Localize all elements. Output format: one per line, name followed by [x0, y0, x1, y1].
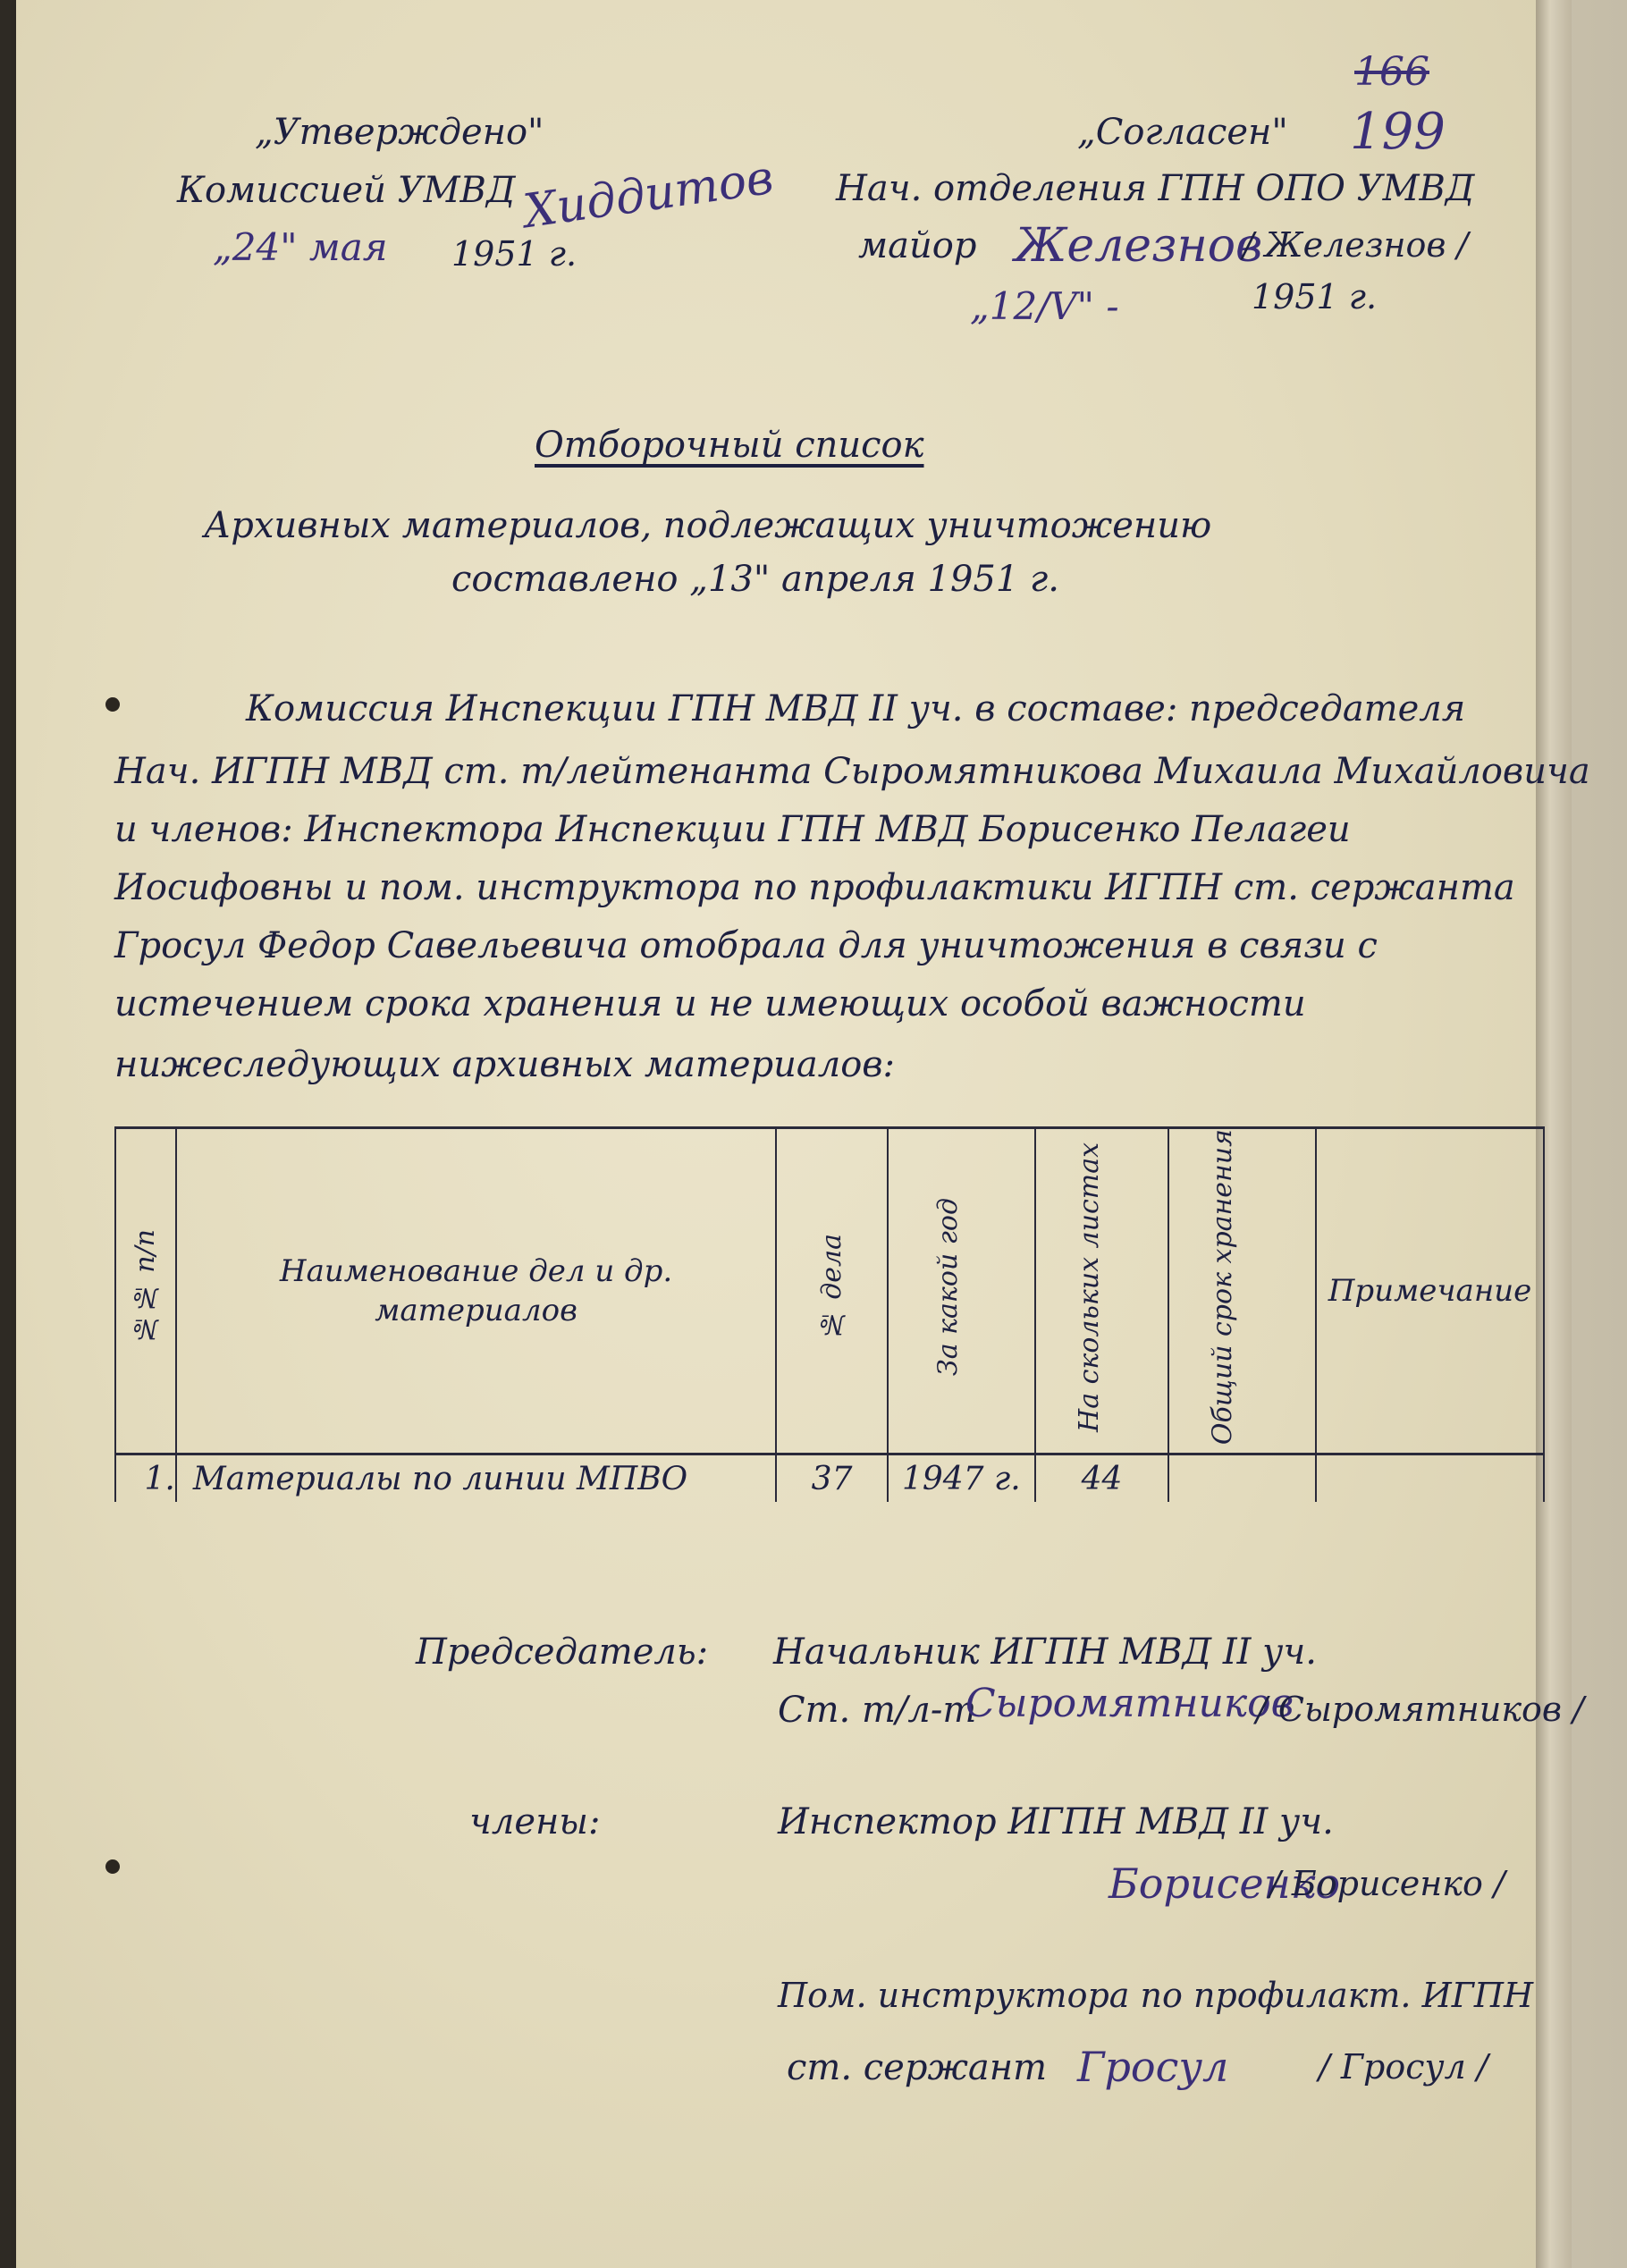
cell-name: Материалы по линии МПВО — [176, 1454, 776, 1502]
materials-table — [114, 1126, 1545, 1502]
cell-term — [1168, 1454, 1316, 1502]
col-header-note: Примечание — [1316, 1128, 1544, 1454]
agreed-date: „12/V" - — [970, 284, 1119, 328]
approved-date: „24" мая — [213, 225, 388, 269]
agreed-name: / Железнов / — [1243, 225, 1469, 265]
member1-signature: Борисенко — [1109, 1859, 1341, 1908]
col-header-num: №№ п/п — [115, 1128, 176, 1454]
member1-title: Инспектор ИГПН МВД II уч. — [778, 1801, 1334, 1842]
cell-case-no: 37 — [776, 1454, 888, 1502]
agreed-position: Нач. отделения ГПН ОПО УМВД — [836, 168, 1475, 209]
approved-label: „Утверждено" — [255, 112, 544, 153]
agreed-rank: майор — [858, 225, 977, 266]
chairman-label: Председатель: — [416, 1631, 709, 1673]
table-header-row — [115, 1128, 1544, 1454]
body-line: и членов: Инспектора Инспекции ГПН МВД Борисенко Пелагеи — [114, 809, 1351, 850]
body-line: Гросул Федор Савельевича отобрала для уничтожения в связи с — [114, 925, 1378, 966]
document-title: Отборочный список — [535, 425, 924, 466]
binding-hole — [105, 1859, 120, 1874]
table-row — [115, 1454, 1544, 1502]
col-header-sheets: На скольких листах — [1035, 1128, 1169, 1454]
cell-sheets: 44 — [1035, 1454, 1169, 1502]
body-line: нижеследующих архивных материалов: — [114, 1044, 896, 1085]
member2-title: Пом. инструктора по профилакт. ИГПН — [778, 1976, 1534, 2015]
document-subtitle: Архивных материалов, подлежащих уничтожению — [204, 505, 1212, 546]
member1-name: / Борисенко / — [1269, 1864, 1505, 1903]
chairman-title: Начальник ИГПН МВД II уч. — [773, 1631, 1317, 1673]
cell-year: 1947 г. — [888, 1454, 1035, 1502]
document-date-line: составлено „13" апреля 1951 г. — [451, 559, 1059, 600]
approval-signature: Хиддитов — [520, 150, 777, 240]
binding-hole — [105, 697, 120, 712]
body-line: истечением срока хранения и не имеющих особой важности — [114, 983, 1306, 1024]
body-line: Нач. ИГПН МВД ст. т/лейтенанта Сыромятникова Михаила Михайловича — [114, 751, 1590, 792]
body-line: Иосифовны и пом. инструктора по профилактики ИГПН ст. сержанта — [114, 867, 1515, 908]
archive-number-crossed: 166 — [1354, 49, 1429, 95]
agreed-signature: Железнов — [1015, 219, 1263, 273]
body-line: Комиссия Инспекции ГПН МВД II уч. в составе: председателя — [246, 688, 1466, 729]
chairman-name: / Сыромятников / — [1256, 1690, 1584, 1729]
col-header-year: За какой год — [888, 1128, 1035, 1454]
agreed-label: „Согласен" — [1077, 112, 1288, 153]
col-header-case-no: № дела — [776, 1128, 888, 1454]
agreed-year: 1951 г. — [1252, 277, 1378, 316]
cell-num: 1. — [115, 1454, 176, 1502]
col-header-name: Наименование дел и др. материалов — [176, 1128, 776, 1454]
approved-year: 1951 г. — [451, 234, 577, 274]
approved-by: Комиссией УМВД — [177, 170, 516, 211]
chairman-signature: Сыромятников — [965, 1681, 1294, 1726]
members-label: члены: — [469, 1801, 601, 1842]
chairman-rank: Ст. т/л-т — [778, 1690, 977, 1731]
member2-rank: ст. сержант — [787, 2047, 1048, 2088]
archive-number: 199 — [1350, 103, 1446, 161]
col-header-term: Общий срок хранения — [1168, 1128, 1316, 1454]
member2-signature: Гросул — [1077, 2043, 1229, 2091]
member2-name: / Гросул / — [1319, 2047, 1488, 2087]
cell-note — [1316, 1454, 1544, 1502]
